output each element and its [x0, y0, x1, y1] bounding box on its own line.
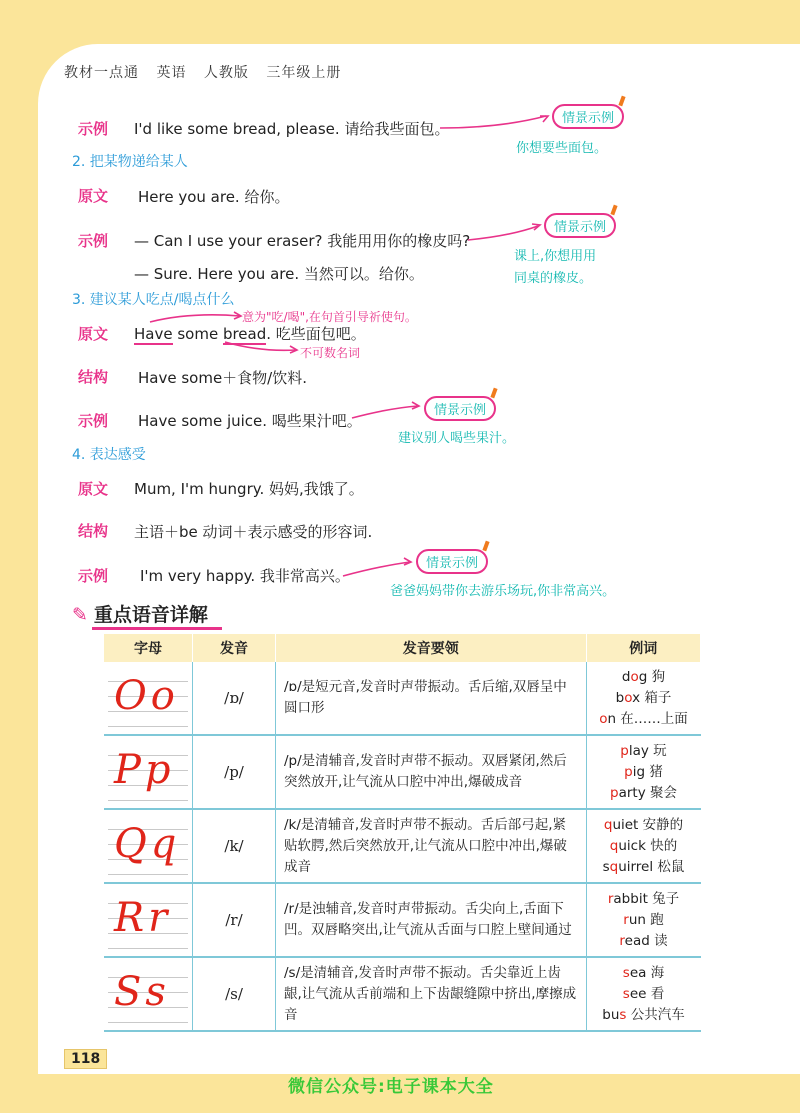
example-tag: 示例 [78, 120, 109, 138]
sound-symbol: /ɒ/ [193, 662, 276, 735]
arrow-3 [352, 406, 418, 418]
section-3-title: 3. 建议某人吃点/喝点什么 [72, 292, 235, 308]
have-word: Have [134, 325, 173, 343]
example-tag: 示例 [78, 412, 109, 430]
arrow-4 [343, 562, 410, 576]
arrow-have [150, 315, 240, 322]
original-tag: 原文 [78, 480, 109, 498]
example-word: dog 狗 [621, 668, 666, 685]
section-2-title: 2. 把某物递给某人 [72, 154, 188, 170]
letter-cell [104, 809, 193, 883]
bread-annotation: 不可数名词 [300, 346, 361, 360]
example-word: run 跑 [623, 911, 664, 928]
handwriting-lines [108, 963, 188, 1025]
example-word: sea 海 [622, 964, 665, 981]
example-words [586, 883, 701, 957]
pronunciation-tip: /ɒ/是短元音,发音时声带振动。舌后缩,双唇呈中圆口形 [276, 662, 587, 735]
scene-note-1: 你想要些面包。 [516, 141, 608, 156]
col-letter: 字母 [104, 634, 193, 662]
table-row [104, 662, 701, 735]
heading-underline [92, 627, 222, 630]
scene-note-3: 建议别人喝些果汁。 [398, 431, 516, 446]
footer-wechat: 微信公众号:电子课本大全 [288, 1077, 494, 1097]
scene-bubble-4: 情景示例 [416, 549, 488, 574]
letter-glyph: Rr [114, 895, 172, 941]
letter-glyph: Pp [114, 747, 175, 793]
bread-word: bread [222, 325, 267, 343]
structure-tag: 结构 [78, 522, 109, 540]
example-word: play 玩 [620, 742, 667, 759]
example-word: party 聚会 [610, 784, 677, 801]
example-tag: 示例 [78, 567, 109, 585]
pencil-icon: ✎ [72, 604, 88, 626]
s1-example-sentence: I'd like some bread, please. 请给我些面包。 [134, 120, 450, 138]
s3-original-sentence: Have some bread. 吃些面包吧。 [134, 325, 366, 343]
example-word: bus 公共汽车 [602, 1006, 685, 1023]
letter-glyph: Ss [114, 969, 170, 1015]
s4-original-sentence: Mum, I'm hungry. 妈妈,我饿了。 [134, 480, 364, 498]
scene-note-4: 爸爸妈妈带你去游乐场玩,你非常高兴。 [390, 584, 616, 599]
example-word: see 看 [622, 985, 665, 1002]
pronunciation-tip: /k/是清辅音,发音时声带不振动。舌后部弓起,紧贴软腭,然后突然放开,让气流从口腔中冲出,爆破成音 [276, 809, 587, 883]
pronunciation-tip: /s/是清辅音,发音时声带不振动。舌尖靠近上齿龈,让气流从舌前端和上下齿龈缝隙中挤出,摩擦成音 [276, 957, 587, 1031]
arrow-bread [225, 342, 296, 350]
example-words [586, 957, 701, 1031]
letter-glyph: Oo [114, 673, 179, 719]
letter-cell [104, 883, 193, 957]
letter-cell [104, 957, 193, 1031]
example-word: on 在……上面 [599, 710, 688, 727]
section-4-title: 4. 表达感受 [72, 447, 146, 463]
scene-note-2a: 课上,你想用用 [514, 249, 597, 264]
s2-example-question: — Can I use your eraser? 我能用用你的橡皮吗? [134, 232, 471, 250]
scene-note-2b: 同桌的橡皮。 [514, 271, 593, 286]
letter-cell [104, 662, 193, 735]
handwriting-lines [108, 815, 188, 877]
table-row [104, 809, 701, 883]
col-sound: 发音 [193, 634, 276, 662]
header-book: 教材一点通 [64, 65, 139, 81]
scene-bubble-1: 情景示例 [552, 104, 624, 129]
page-number: 118 [64, 1049, 107, 1069]
letter-cell [104, 735, 193, 809]
handwriting-lines [108, 889, 188, 951]
sound-symbol: /p/ [193, 735, 276, 809]
table-row [104, 735, 701, 809]
s2-original-sentence: Here you are. 给你。 [138, 188, 290, 206]
handwriting-lines [108, 667, 188, 729]
header-edition: 人教版 [203, 65, 249, 81]
pronunciation-tip: /r/是浊辅音,发音时声带振动。舌尖向上,舌面下凹。双唇略突出,让气流从舌面与口腔上壁间通过 [276, 883, 587, 957]
example-words [586, 662, 701, 735]
scene-bubble-2: 情景示例 [544, 213, 616, 238]
col-examples: 例词 [586, 634, 701, 662]
sound-symbol: /r/ [193, 883, 276, 957]
original-tag: 原文 [78, 325, 109, 343]
phonics-table [104, 634, 701, 1032]
sound-symbol: /k/ [193, 809, 276, 883]
scene-bubble-3: 情景示例 [424, 396, 496, 421]
s2-example-answer: — Sure. Here you are. 当然可以。给你。 [134, 265, 424, 283]
example-word: quiet 安静的 [603, 816, 684, 833]
header-subject: 英语 [156, 65, 187, 81]
example-word: quick 快的 [609, 837, 678, 854]
table-row [104, 883, 701, 957]
handwriting-lines [108, 741, 188, 803]
header-grade: 三年级上册 [266, 65, 342, 81]
arrow-2 [468, 226, 538, 240]
arrow-1 [440, 116, 546, 128]
example-word: read 读 [619, 932, 668, 949]
structure-tag: 结构 [78, 368, 109, 386]
example-word: box 箱子 [615, 689, 672, 706]
table-row [104, 957, 701, 1031]
example-words [586, 735, 701, 809]
example-tag: 示例 [78, 232, 109, 250]
pronunciation-tip: /p/是清辅音,发音时声带不振动。双唇紧闭,然后突然放开,让气流从口腔中冲出,爆破成音 [276, 735, 587, 809]
sound-symbol: /s/ [193, 957, 276, 1031]
original-tag: 原文 [78, 187, 109, 205]
col-tips: 发音要领 [276, 634, 587, 662]
s4-example-sentence: I'm very happy. 我非常高兴。 [140, 567, 350, 585]
have-annotation: 意为"吃/喝",在句首引导祈使句。 [242, 310, 417, 324]
example-words [586, 809, 701, 883]
example-word: squirrel 松鼠 [602, 858, 685, 875]
s4-structure: 主语＋be 动词＋表示感受的形容词. [134, 523, 373, 541]
s3-structure: Have some＋食物/饮料. [138, 369, 307, 387]
example-word: rabbit 兔子 [607, 890, 680, 907]
phonics-heading: ✎ 重点语音详解 [72, 604, 208, 626]
table-header-row [104, 634, 701, 662]
example-word: pig 猪 [624, 763, 663, 780]
s3-example-sentence: Have some juice. 喝些果汁吧。 [138, 412, 362, 430]
letter-glyph: Qq [114, 821, 181, 867]
